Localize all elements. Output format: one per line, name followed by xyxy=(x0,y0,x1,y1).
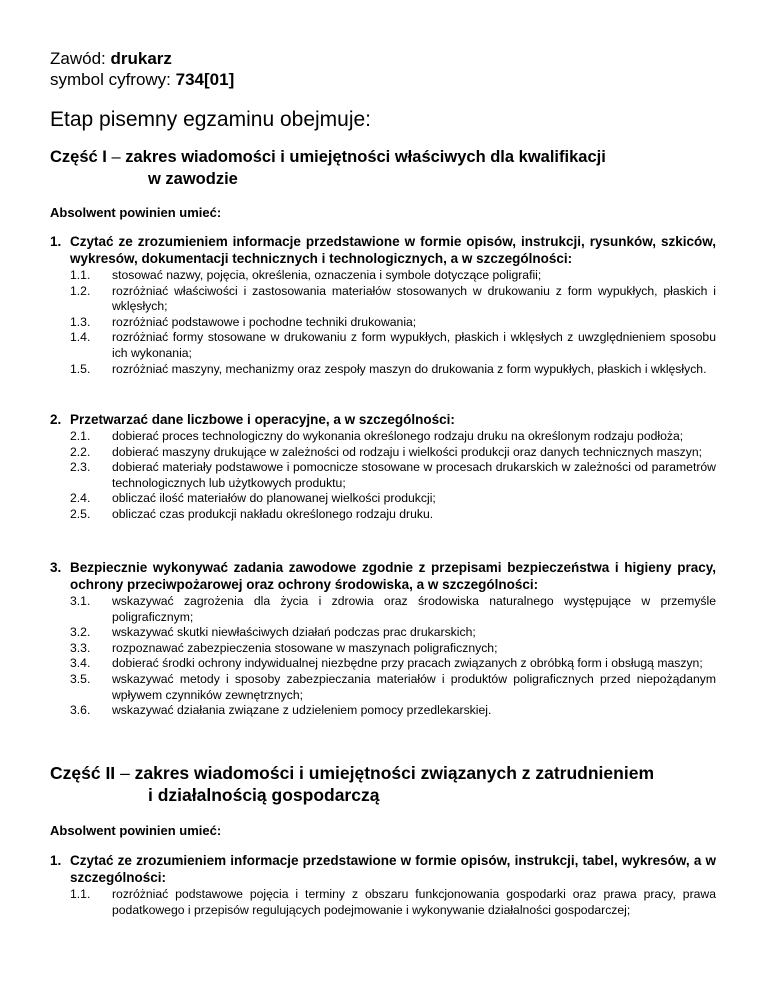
part1-title xyxy=(50,146,716,190)
symbol-value: 734[01] xyxy=(175,70,235,89)
item-number: 3.2. xyxy=(70,625,91,640)
part2-label: Część II xyxy=(50,763,116,783)
list-item xyxy=(70,594,716,625)
part1-label: Część I xyxy=(50,148,107,166)
list-item xyxy=(70,284,716,315)
item-number: 2.2. xyxy=(70,444,91,459)
section-number: 3. xyxy=(50,560,62,575)
item-number: 2.3. xyxy=(70,460,91,475)
list-item xyxy=(70,330,716,361)
item-text: dobierać maszyny drukujące w zależności od rodzaju i wielkości produkcji oraz danych technicznych maszyn; xyxy=(112,444,703,459)
part2-title-line2: i działalnością gospodarczą xyxy=(148,785,380,805)
item-text: rozróżniać właściwości i zastosowania materiałów stosowanych w drukowaniu z form wypukłych, płaskich i wklęsłych; xyxy=(112,283,716,314)
item-number: 2.1. xyxy=(70,429,91,443)
item-text: dobierać środki ochrony indywidualnej niezbędne przy pracach związanych z obróbką form i obsługą maszyn; xyxy=(112,656,703,671)
section-heading-text: Bezpiecznie wykonywać zadania zawodowe zgodnie z przepisami bezpieczeństwa i higieny pracy, ochrony przeciwpożarowej oraz ochrony środowiska, a w szczególności: xyxy=(70,560,716,592)
list-item xyxy=(70,429,716,445)
item-text: stosować nazwy, pojęcia, określenia, oznaczenia i symbole dotyczące poligrafii; xyxy=(112,268,542,282)
list-item xyxy=(70,641,716,657)
item-text: wskazywać zagrożenia dla życia i zdrowia oraz środowiska naturalnego występujące w przemyśle poligraficznym; xyxy=(112,594,716,624)
item-text: obliczać ilość materiałów do planowanej wielkości produkcji; xyxy=(112,491,436,506)
part1-section-1 xyxy=(50,233,716,377)
symbol-label: symbol cyfrowy: xyxy=(50,70,176,89)
item-text: rozróżniać podstawowe pojęcia i terminy z obszaru funkcjonowania gospodarki oraz prawa pracy, prawa podatkowego i przepisów regulujących podejmowanie i wykonywanie działalności gospodarczej; xyxy=(112,887,716,917)
list-item xyxy=(70,445,716,461)
part2-absolwent: Absolwent powinien umieć: xyxy=(50,823,222,838)
part1-section-3 xyxy=(50,559,716,719)
item-number: 2.4. xyxy=(70,491,91,506)
item-text: rozróżniać formy stosowane w drukowaniu z form wypukłych, płaskich i wklęsłych z uwzględnieniem sposobu ich wykonania; xyxy=(112,330,716,360)
section-heading xyxy=(50,559,716,593)
header xyxy=(50,48,234,90)
part2-title xyxy=(50,762,716,806)
item-number: 3.6. xyxy=(70,703,91,718)
section-heading-text: Przetwarzać dane liczbowe i operacyjne, a w szczególności: xyxy=(70,412,455,427)
item-text: wskazywać metody i sposoby zabezpieczania materiałów i produktów poligraficznych przed niepożądanym wpływem czynników zewnętrznych; xyxy=(112,671,716,702)
part1-dash: – xyxy=(111,148,121,166)
list-item xyxy=(70,460,716,491)
part1-section-2 xyxy=(50,411,716,523)
list-item xyxy=(70,672,716,703)
item-number: 1.4. xyxy=(70,330,91,345)
part2-section-1 xyxy=(50,852,716,918)
item-number: 1.2. xyxy=(70,283,91,298)
item-text: rozróżniać maszyny, mechanizmy oraz zespoły maszyn do drukowania z form wypukłych, płaskich i wklęsłych. xyxy=(112,361,707,376)
item-text: rozróżniać podstawowe i pochodne techniki drukowania; xyxy=(112,314,417,329)
item-text: wskazywać skutki niewłaściwych działań podczas prac drukarskich; xyxy=(112,625,476,640)
item-text: rozpoznawać zabezpieczenia stosowane w maszynach poligraficznych; xyxy=(112,640,498,655)
section-number: 1. xyxy=(50,234,62,249)
item-number: 1.5. xyxy=(70,361,91,376)
list-item xyxy=(70,491,716,507)
part2-dash: – xyxy=(120,763,130,783)
zawod-label: Zawód: xyxy=(50,49,111,68)
item-number: 3.1. xyxy=(70,594,91,608)
part1-title-line2: w zawodzie xyxy=(148,170,238,188)
item-list xyxy=(50,268,716,377)
main-title: Etap pisemny egzaminu obejmuje: xyxy=(50,108,372,131)
section-number: 2. xyxy=(50,412,62,427)
section-heading-text: Czytać ze zrozumieniem informacje przedstawione w formie opisów, instrukcji, tabel, wykresów, a w szczególności: xyxy=(70,853,716,885)
part1-absolwent: Absolwent powinien umieć: xyxy=(50,205,222,220)
list-item xyxy=(70,362,716,378)
symbol-line xyxy=(50,69,234,90)
item-number: 3.4. xyxy=(70,656,91,671)
item-list xyxy=(50,594,716,719)
item-list xyxy=(50,429,716,523)
item-number: 3.5. xyxy=(70,671,91,686)
item-number: 1.3. xyxy=(70,314,91,329)
list-item xyxy=(70,625,716,641)
item-number: 3.3. xyxy=(70,640,91,655)
list-item xyxy=(70,887,716,918)
zawod-value: drukarz xyxy=(110,49,172,68)
item-text: dobierać proces technologiczny do wykonania określonego rodzaju druku na określonym rodzaju podłoża; xyxy=(112,429,684,443)
part1-title-line1: zakres wiadomości i umiejętności właściwych dla kwalifikacji xyxy=(125,148,606,166)
item-number: 1.1. xyxy=(70,887,91,901)
section-number: 1. xyxy=(50,853,62,868)
section-heading xyxy=(50,411,716,428)
section-heading xyxy=(50,233,716,267)
list-item xyxy=(70,656,716,672)
item-text: dobierać materiały podstawowe i pomocnicze stosowane w procesach drukarskich w zależności od parametrów technologicznych lub użytkowych produktu; xyxy=(112,460,716,490)
item-number: 2.5. xyxy=(70,506,91,521)
section-heading xyxy=(50,852,716,886)
item-list xyxy=(50,887,716,918)
zawod-line xyxy=(50,48,234,69)
item-number: 1.1. xyxy=(70,268,91,282)
item-text: obliczać czas produkcji nakładu określonego rodzaju druku. xyxy=(112,506,434,521)
list-item xyxy=(70,315,716,331)
item-text: wskazywać działania związane z udzieleniem pomocy przedlekarskiej. xyxy=(112,703,492,718)
list-item xyxy=(70,268,716,284)
list-item xyxy=(70,703,716,719)
list-item xyxy=(70,507,716,523)
section-heading-text: Czytać ze zrozumieniem informacje przedstawione w formie opisów, instrukcji, rysunków, szkiców, wykresów, dokumentacji technicznych i technologicznych, a w szczególności: xyxy=(70,234,716,266)
part2-title-line1: zakres wiadomości i umiejętności związanych z zatrudnieniem xyxy=(134,763,654,783)
